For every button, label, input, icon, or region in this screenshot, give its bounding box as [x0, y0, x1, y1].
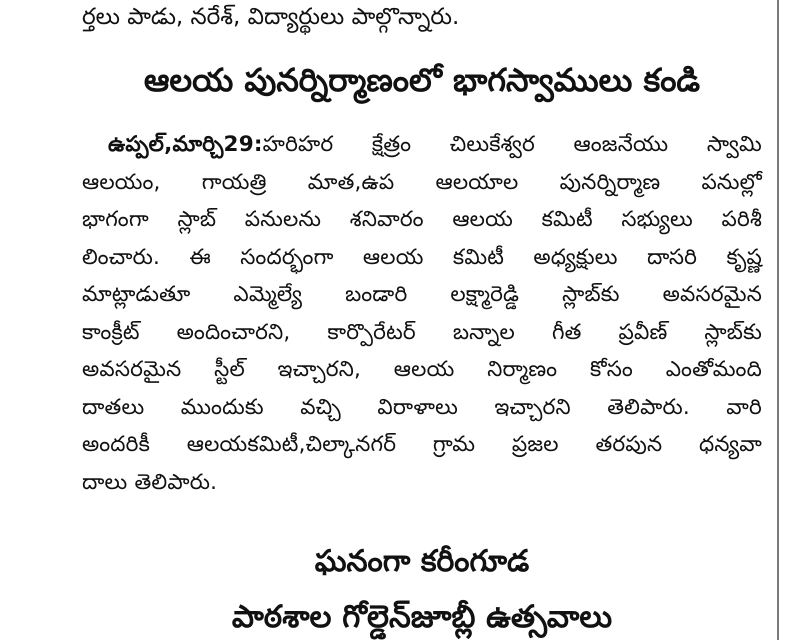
article-line: ఆలయం, గాయత్రి మాత,ఉప ఆలయాల పునర్నిర్మాణ పనుల్లో	[82, 169, 762, 195]
article-line: దాతలు ముందుకు వచ్చి విరాళాలు ఇచ్చారని తెలిపారు. వారి	[82, 394, 762, 420]
article-line-text: హరిహర క్షేత్రం చిలుకేశ్వర ఆంజనేయు స్వామి	[262, 132, 762, 157]
article-line: మాట్లాడుతూ ఎమ్మెల్యే బండారి లక్ష్మారెడ్డి స్లాబ్‌కు అవసరమైన	[82, 282, 762, 307]
article-dateline: ఉప్పల్,మార్చి29:	[108, 132, 263, 157]
article-line: అవసరమైన స్టీల్ ఇచ్చారని, ఆలయ నిర్మాణం కోసం ఎంతోమంది	[82, 357, 762, 382]
article-body	[82, 126, 762, 501]
article-line: దాలు తెలిపారు.	[82, 469, 218, 495]
article-line	[82, 126, 762, 164]
previous-article-last-line: ర్తలు పాడు, నరేశ్, విద్యార్థులు పాల్గొన్నారు.	[82, 4, 460, 30]
next-article-headline-line1: ఘనంగా కరీంగూడ	[314, 544, 530, 579]
article-line: భాగంగా స్లాబ్ పనులను శనివారం ఆలయ కమిటీ సభ్యులు పరిశీ	[82, 207, 762, 232]
newspaper-column	[82, 0, 762, 640]
article-line: కాంక్రీట్ అందించారని, కార్పొరేటర్ బన్నాల గీత ప్రవీణ్ స్లాబ్‌కు	[82, 319, 762, 345]
column-divider	[777, 0, 779, 640]
article-line: లించారు. ఈ సందర్భంగా ఆలయ కమిటీ అధ్యక్షులు దాసరి కృష్ణ	[82, 244, 762, 270]
next-article-headline-line2: పాఠశాల గోల్డెన్‌జూబ్లీ ఉత్సవాలు	[231, 599, 613, 635]
article-line: అందరికీ ఆలయకమిటీ,చిల్కానగర్ గ్రామ ప్రజల తరపున ధన్యవా	[82, 432, 762, 457]
article-headline: ఆలయ పునర్నిర్మాణంలో భాగస్వాములు కండి	[143, 61, 701, 99]
